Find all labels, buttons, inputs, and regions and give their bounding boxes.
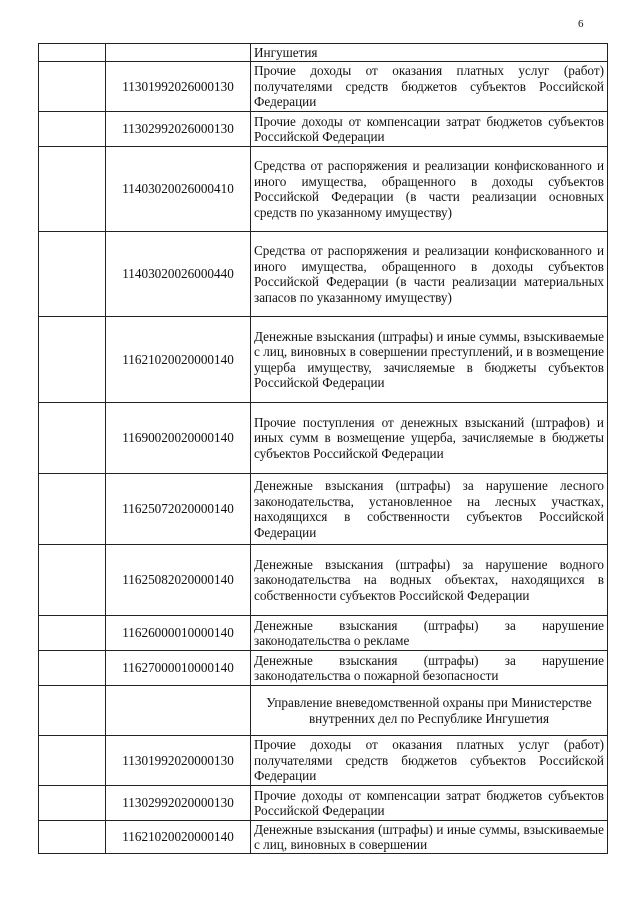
empty-cell bbox=[39, 474, 106, 545]
revenue-description-cell: Денежные взыскания (штрафы) за нарушение лесного законодательства, установленное на лесных участках, находящихся в собственности субъектов Российской Федерации bbox=[251, 474, 608, 545]
table-row bbox=[39, 616, 608, 651]
empty-cell bbox=[39, 545, 106, 616]
empty-cell bbox=[39, 403, 106, 474]
table-row bbox=[39, 651, 608, 686]
revenue-description-cell: Денежные взыскания (штрафы) и иные суммы, взыскиваемые с лиц, виновных в совершении преступлений, и в возмещение ущерба имуществу, зачисляемые в бюджеты субъектов Российской Федерации bbox=[251, 317, 608, 403]
revenue-description-cell: Средства от распоряжения и реализации конфискованного и иного имущества, обращенного в доходы субъектов Российской Федерации (в части реализации материальных запасов по указанному имуществу) bbox=[251, 232, 608, 317]
budget-code-cell: 11403020026000440 bbox=[106, 232, 251, 317]
revenue-description-cell: Ингушетия bbox=[251, 44, 608, 62]
empty-cell bbox=[39, 616, 106, 651]
budget-code-cell: 11302992020000130 bbox=[106, 786, 251, 821]
empty-cell bbox=[39, 821, 106, 854]
table-body bbox=[39, 44, 608, 854]
budget-code-cell: 11302992026000130 bbox=[106, 112, 251, 147]
table-row bbox=[39, 62, 608, 112]
budget-code-cell: 11627000010000140 bbox=[106, 651, 251, 686]
table-row bbox=[39, 147, 608, 232]
revenue-description-cell: Денежные взыскания (штрафы) и иные суммы, взыскиваемые с лиц, виновных в совершении bbox=[251, 821, 608, 854]
revenue-description-cell: Прочие доходы от оказания платных услуг (работ) получателями средств бюджетов субъектов Российской Федерации bbox=[251, 736, 608, 786]
empty-cell bbox=[39, 317, 106, 403]
table-row bbox=[39, 545, 608, 616]
revenue-description-cell: Прочие доходы от компенсации затрат бюджетов субъектов Российской Федерации bbox=[251, 112, 608, 147]
budget-code-cell bbox=[106, 44, 251, 62]
table-row bbox=[39, 232, 608, 317]
empty-cell bbox=[39, 44, 106, 62]
budget-code-cell: 11626000010000140 bbox=[106, 616, 251, 651]
table-row bbox=[39, 736, 608, 786]
empty-cell bbox=[39, 736, 106, 786]
budget-code-cell: 11625072020000140 bbox=[106, 474, 251, 545]
table-row bbox=[39, 686, 608, 736]
revenue-description-cell: Прочие доходы от компенсации затрат бюджетов субъектов Российской Федерации bbox=[251, 786, 608, 821]
budget-code-cell: 11621020020000140 bbox=[106, 821, 251, 854]
budget-code-cell: 11621020020000140 bbox=[106, 317, 251, 403]
page-number: 6 bbox=[578, 18, 584, 30]
table-row bbox=[39, 317, 608, 403]
budget-code-cell: 11625082020000140 bbox=[106, 545, 251, 616]
empty-cell bbox=[39, 112, 106, 147]
revenue-description-cell: Денежные взыскания (штрафы) за нарушение законодательства о пожарной безопасности bbox=[251, 651, 608, 686]
revenue-description-cell: Средства от распоряжения и реализации конфискованного и иного имущества, обращенного в доходы субъектов Российской Федерации (в части реализации основных средств по указанному имуществу) bbox=[251, 147, 608, 232]
revenue-description-cell: Прочие поступления от денежных взысканий (штрафов) и иных сумм в возмещение ущерба, зачисляемые в бюджеты субъектов Российской Федерации bbox=[251, 403, 608, 474]
empty-cell bbox=[39, 651, 106, 686]
table-row bbox=[39, 474, 608, 545]
revenue-description-cell: Прочие доходы от оказания платных услуг (работ) получателями средств бюджетов субъектов Российской Федерации bbox=[251, 62, 608, 112]
section-heading: Управление вневедомственной охраны при Министерстве внутренних дел по Республике Ингушетия bbox=[251, 686, 608, 736]
empty-cell bbox=[39, 147, 106, 232]
table-row bbox=[39, 821, 608, 854]
budget-code-cell: 11403020026000410 bbox=[106, 147, 251, 232]
budget-code-cell: 11301992020000130 bbox=[106, 736, 251, 786]
budget-code-cell: 11301992026000130 bbox=[106, 62, 251, 112]
empty-cell bbox=[39, 62, 106, 112]
revenue-description-cell: Денежные взыскания (штрафы) за нарушение водного законодательства на водных объектах, находящихся в собственности субъектов Российской Федерации bbox=[251, 545, 608, 616]
table-row bbox=[39, 786, 608, 821]
empty-cell bbox=[39, 686, 106, 736]
table-row bbox=[39, 112, 608, 147]
table-row bbox=[39, 44, 608, 62]
empty-cell bbox=[39, 786, 106, 821]
budget-code-cell: 11690020020000140 bbox=[106, 403, 251, 474]
table-row bbox=[39, 403, 608, 474]
budget-code-cell bbox=[106, 686, 251, 736]
revenue-codes-table bbox=[38, 43, 608, 854]
revenue-description-cell: Денежные взыскания (штрафы) за нарушение законодательства о рекламе bbox=[251, 616, 608, 651]
empty-cell bbox=[39, 232, 106, 317]
